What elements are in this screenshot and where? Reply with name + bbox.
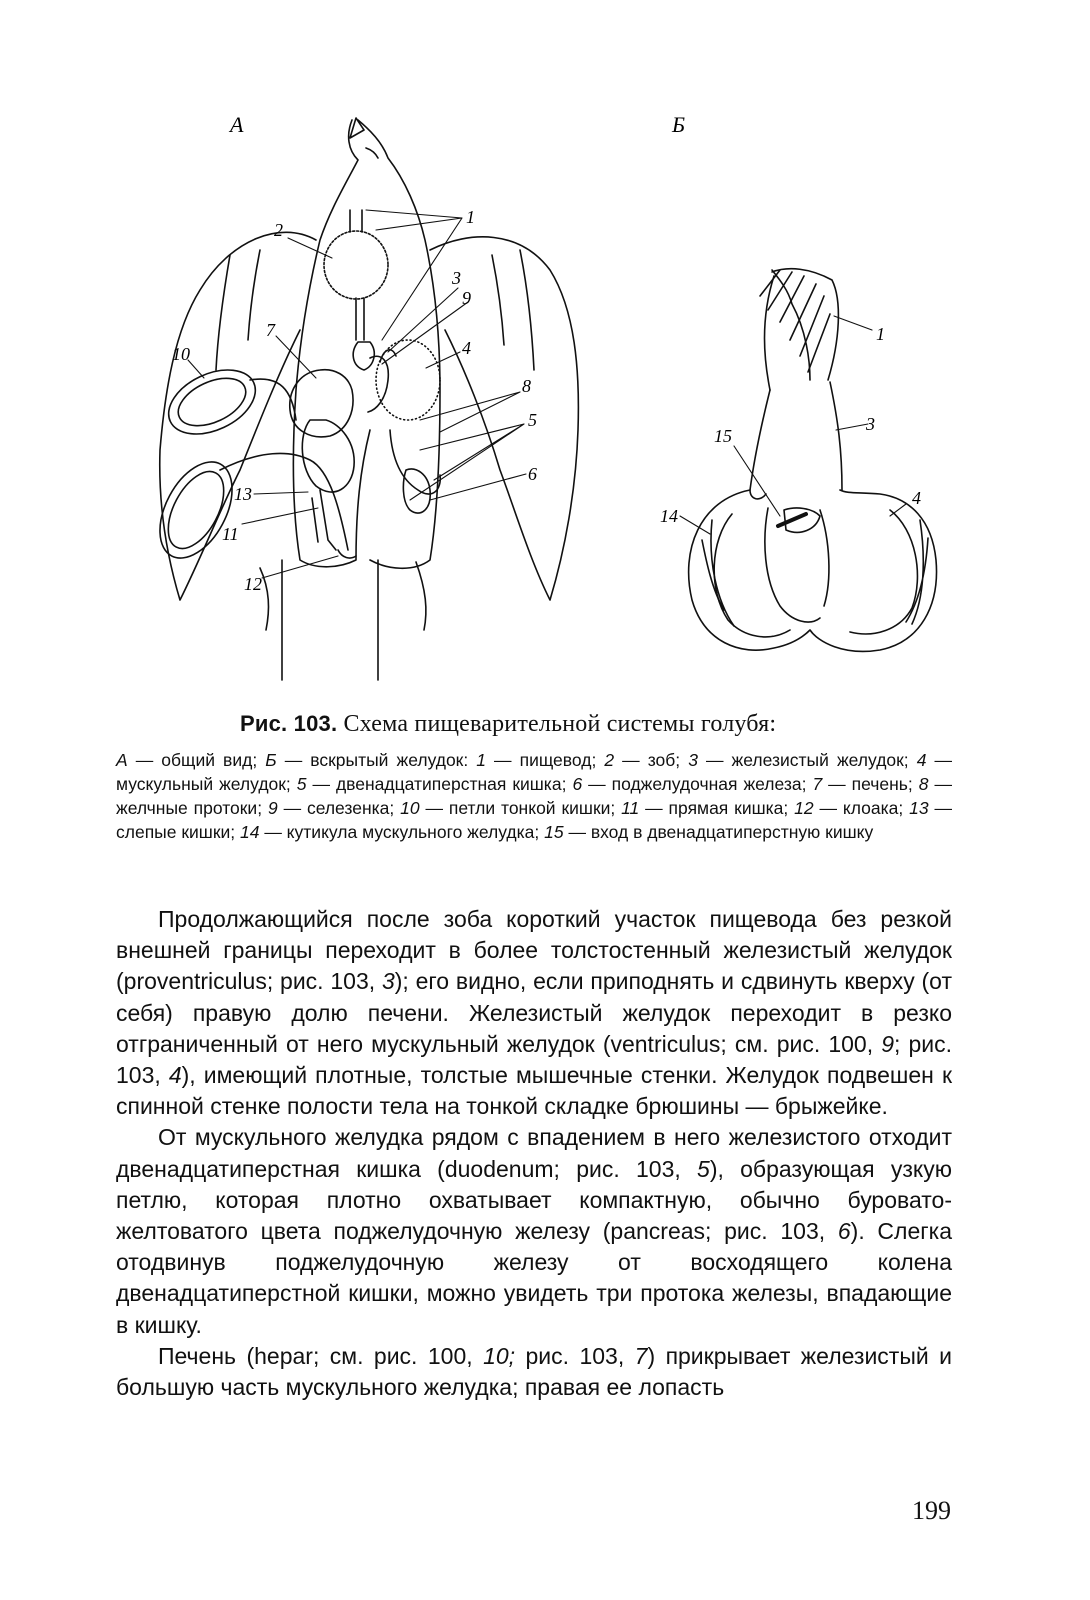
legend-text: — общий вид; bbox=[127, 750, 266, 770]
figure-ref: 7 bbox=[634, 1342, 648, 1369]
figure-ref: 3 bbox=[381, 968, 395, 995]
legend-text: — прямая кишка; bbox=[639, 798, 795, 818]
callout-a-8: 8 bbox=[522, 376, 531, 396]
legend-text: — клоака; bbox=[813, 798, 910, 818]
legend-key: 10 bbox=[400, 798, 420, 818]
callout-b-1: 1 bbox=[876, 324, 885, 344]
callout-a-1: 1 bbox=[466, 207, 475, 227]
figure-ref: 9 bbox=[881, 1030, 894, 1057]
callout-a-6: 6 bbox=[528, 464, 537, 484]
text-run: рис. 103, bbox=[515, 1342, 635, 1369]
legend-key: 13 bbox=[909, 798, 929, 818]
legend-key: 1 bbox=[476, 750, 486, 770]
pigeon-digestive-diagram bbox=[120, 90, 980, 700]
text-run: ), образующая узкую петлю, которая плотно охватывает компактную, обычно буровато-желтоватого цвета поджелудочную железу (pancreas; рис. 103, bbox=[116, 1155, 952, 1245]
legend-key: 3 bbox=[688, 750, 698, 770]
legend-text: — селезенка; bbox=[277, 798, 401, 818]
legend-text: — кутикула мускульного желудка; bbox=[259, 822, 545, 842]
legend-key: 11 bbox=[621, 798, 640, 818]
figure-caption-legend bbox=[116, 748, 952, 844]
legend-text: — вход в двенадцатиперстную кишку bbox=[563, 822, 874, 842]
callout-a-5: 5 bbox=[528, 410, 537, 430]
callout-b-3: 3 bbox=[866, 414, 875, 434]
legend-key: 14 bbox=[239, 822, 260, 842]
paragraph-3 bbox=[116, 1341, 952, 1403]
body-text bbox=[116, 904, 952, 1403]
legend-text: — двенадцатиперстная кишка; bbox=[306, 774, 573, 794]
paragraph-2 bbox=[116, 1122, 952, 1340]
panel-label-a: А bbox=[230, 112, 244, 137]
legend-text: — железистый желудок; bbox=[697, 750, 917, 770]
organs-panel-a bbox=[145, 210, 440, 570]
legend-key: Б bbox=[265, 750, 277, 770]
legend-key: 5 bbox=[296, 774, 307, 794]
opened-stomach-panel-b bbox=[689, 269, 937, 652]
figure-ref: 5 bbox=[697, 1155, 710, 1182]
figure-caption-title bbox=[240, 711, 980, 738]
callout-b-15: 15 bbox=[714, 426, 732, 446]
callout-a-13: 13 bbox=[234, 484, 252, 504]
text-run: ). Слегка отодвинув поджелудочную железу от восходящего колена двенадцатиперстной кишки, можно увидеть три протока железы, впадающие в кишку. bbox=[116, 1218, 953, 1338]
callout-a-10: 10 bbox=[172, 344, 190, 364]
legend-text: — зоб; bbox=[614, 750, 689, 770]
legend-text: — вскрытый желудок: bbox=[276, 750, 477, 770]
text-run: ); его видно, если приподнять и сдвинуть кверху (от себя) правую долю печени. Железистый желудок переходит в резко отграниченный от него мускульный желудок (ventriculus; см. рис. 100, bbox=[116, 968, 952, 1057]
callout-a-7: 7 bbox=[266, 320, 275, 340]
callout-a-4: 4 bbox=[462, 338, 471, 358]
figure-number: Рис. 103. bbox=[240, 711, 338, 736]
legend-text: — пищевод; bbox=[486, 750, 605, 770]
legend-key: 8 bbox=[918, 774, 929, 794]
figure-103 bbox=[120, 90, 980, 700]
callout-b-4: 4 bbox=[912, 488, 921, 508]
text-run: Продолжающийся после зоба короткий участок пищевода без резкой внешней границы переходит в более толстостенный железистый желудок (proventriculus; рис. 103, bbox=[116, 906, 952, 995]
callout-a-9: 9 bbox=[462, 288, 471, 308]
legend-key: 7 bbox=[812, 774, 823, 794]
bird-body-outline bbox=[160, 118, 579, 680]
text-run: От мускульного желудка рядом с впадением в него железистого отходит двенадцатиперстная кишка (duodenum; рис. 103, bbox=[116, 1124, 952, 1182]
legend-key: 4 bbox=[916, 750, 927, 770]
callout-a-12: 12 bbox=[244, 574, 262, 594]
legend-key: 12 bbox=[794, 798, 814, 818]
text-run: ; рис. 103, bbox=[116, 1030, 952, 1089]
callout-a-11: 11 bbox=[222, 524, 239, 544]
page-number: 199 bbox=[912, 1496, 951, 1525]
legend-key: 2 bbox=[604, 750, 615, 770]
legend-text: — мускульный желудок; bbox=[116, 750, 953, 794]
figure-ref: 6 bbox=[837, 1218, 851, 1245]
legend-text: — слепые кишки; bbox=[116, 798, 952, 842]
callout-a-2: 2 bbox=[274, 220, 283, 240]
callout-numbers-a bbox=[172, 207, 537, 594]
text-run: ), имеющий плотные, толстые мышечные стенки. Желудок подвешен к спинной стенке полости тела на тонкой складке брюшины — брыжейке. bbox=[116, 1062, 953, 1120]
legend-key: А bbox=[116, 750, 128, 770]
legend-key: 9 bbox=[267, 798, 278, 818]
panel-label-b: Б bbox=[672, 112, 685, 137]
legend-text: — желчные протоки; bbox=[116, 774, 952, 818]
figure-ref: 4 bbox=[168, 1062, 182, 1089]
paragraph-1 bbox=[116, 904, 952, 1122]
callout-a-3: 3 bbox=[452, 268, 461, 288]
figure-title: Схема пищеварительной системы голубя: bbox=[337, 711, 777, 737]
legend-text: — петли тонкой кишки; bbox=[419, 798, 622, 818]
legend-key: 6 bbox=[572, 774, 583, 794]
text-run: ) прикрывает железистый и большую часть мускульного желудка; правая ее лопасть bbox=[116, 1342, 953, 1401]
callout-numbers-b bbox=[660, 324, 921, 526]
legend-text: — поджелудочная железа; bbox=[582, 774, 813, 794]
figure-ref: 10; bbox=[483, 1342, 516, 1369]
text-run: Печень (hepar; см. рис. 100, bbox=[158, 1342, 484, 1369]
callout-b-14: 14 bbox=[660, 506, 678, 526]
legend-text: — печень; bbox=[822, 774, 919, 794]
legend-key: 15 bbox=[544, 822, 564, 842]
